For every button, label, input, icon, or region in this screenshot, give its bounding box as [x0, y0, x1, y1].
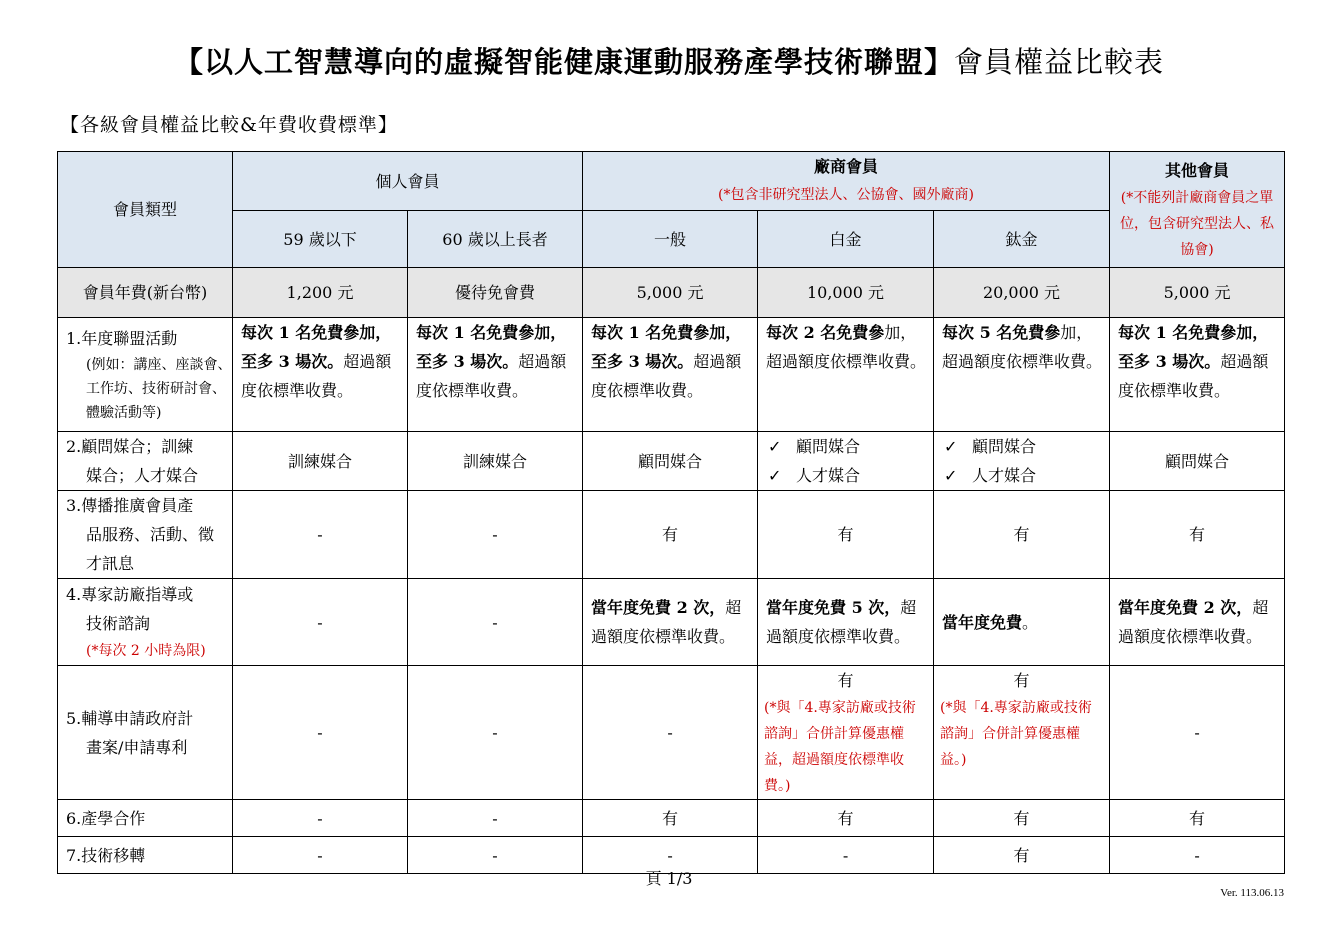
- row4-general-bold: 當年度免費 2 次，: [591, 598, 726, 617]
- fee-general: 5,000 元: [583, 268, 758, 318]
- page-title: [0, 40, 1338, 81]
- row1-under59-rest: 超過額度依標準收費。: [241, 352, 392, 400]
- row4-general-rest: 超過額度依標準收費。: [591, 598, 742, 646]
- row2-titanium-talent: 人才媒合: [972, 466, 1037, 485]
- row6-titanium: 有: [934, 800, 1110, 837]
- row-annual-activities: [58, 318, 1285, 432]
- header-general: 一般: [583, 211, 758, 268]
- row5-label-a: 5.輔導申請政府計: [66, 708, 194, 728]
- row7-under59: -: [233, 837, 408, 874]
- row5-titanium-value: 有: [1013, 671, 1030, 690]
- row-expert-visit: [58, 579, 1285, 666]
- row2-platinum-item-2: [758, 461, 933, 490]
- check-icon: ✓: [944, 466, 958, 485]
- check-icon: ✓: [944, 437, 958, 456]
- row2-platinum: [758, 432, 934, 491]
- title-rest: 會員權益比較表: [954, 45, 1165, 79]
- row7-label: 7.技術移轉: [58, 837, 233, 874]
- row1-general: [583, 318, 758, 432]
- row1-titanium: [934, 318, 1110, 432]
- row-matching: [58, 432, 1285, 491]
- row4-other: [1110, 579, 1285, 666]
- row5-titanium-note: (*與「4.專家訪廠或技術諮詢」合併計算優惠權益。): [940, 700, 1092, 768]
- fee-under59: 1,200 元: [233, 268, 408, 318]
- version-label: Ver. 113.06.13: [1220, 887, 1284, 899]
- row6-other: 有: [1110, 800, 1285, 837]
- row4-under59: -: [233, 579, 408, 666]
- header-under59: 59 歲以下: [233, 211, 408, 268]
- header-member-type: 會員類型: [58, 152, 233, 268]
- row4-platinum-rest: 超過額度依標準收費。: [766, 598, 917, 646]
- row1-under59: [233, 318, 408, 432]
- row1-platinum-bold: 每次 2 名免費參: [766, 323, 885, 342]
- row1-other-rest: 超過額度依標準收費。: [1118, 352, 1269, 400]
- fee-other: 5,000 元: [1110, 268, 1285, 318]
- row5-other: -: [1110, 666, 1285, 800]
- row1-label-text: 1.年度聯盟活動: [66, 329, 178, 348]
- header-vendor-note: (*包含非研究型法人、公協會、國外廠商): [718, 187, 974, 203]
- fee-platinum: 10,000 元: [758, 268, 934, 318]
- row2-over60: 訓練媒合: [408, 432, 583, 491]
- row4-label-b: 技術諮詢: [86, 614, 151, 633]
- row5-platinum: [758, 666, 934, 800]
- title-bold: 【以人工智慧導向的虛擬智能健康運動服務產學技術聯盟】: [173, 45, 954, 79]
- row3-label: [58, 491, 233, 579]
- check-icon: ✓: [768, 466, 782, 485]
- row5-under59: -: [233, 666, 408, 800]
- check-icon: ✓: [768, 437, 782, 456]
- row2-platinum-consult: 顧問媒合: [796, 437, 861, 456]
- row4-other-bold: 當年度免費 2 次，: [1118, 598, 1253, 617]
- row4-label-a: 4.專家訪廠指導或: [66, 585, 194, 604]
- row1-general-rest: 超過額度依標準收費。: [591, 352, 742, 400]
- row4-other-rest: 超過額度依標準收費。: [1118, 598, 1269, 646]
- row3-label-c: 才訊息: [86, 554, 135, 573]
- row6-general: 有: [583, 800, 758, 837]
- fee-titanium: 20,000 元: [934, 268, 1110, 318]
- row5-label: [58, 666, 233, 800]
- row5-label-b: 畫案/申請專利: [86, 737, 188, 757]
- row3-platinum: 有: [758, 491, 934, 579]
- row7-general: -: [583, 837, 758, 874]
- row4-label: [58, 579, 233, 666]
- row1-general-bold: 每次 1 名免費參加，至多 3 場次。: [591, 323, 742, 371]
- row1-platinum-rest: 加，超過額度依標準收費。: [766, 323, 927, 371]
- header-titanium: 鈦金: [934, 211, 1110, 268]
- header-other-label: 其他會員: [1165, 161, 1230, 180]
- row-promotion: [58, 491, 1285, 579]
- header-row-2: [58, 211, 1285, 268]
- row6-under59: -: [233, 800, 408, 837]
- header-personal: 個人會員: [233, 152, 583, 211]
- row1-label-note: (例如：講座、座談會、工作坊、技術研討會、體驗活動等): [86, 357, 232, 421]
- row-industry-cooperation: [58, 800, 1285, 837]
- header-vendor: [583, 152, 1110, 211]
- row2-under59: 訓練媒合: [233, 432, 408, 491]
- row2-titanium: [934, 432, 1110, 491]
- page-number: 頁 1/3: [645, 869, 693, 888]
- fee-label: 會員年費(新台幣): [58, 268, 233, 318]
- row2-platinum-item-1: [758, 432, 933, 461]
- row7-platinum: -: [758, 837, 934, 874]
- row2-label-a: 2.顧問媒合；訓練: [66, 437, 194, 456]
- row2-platinum-talent: 人才媒合: [796, 466, 861, 485]
- row2-label: [58, 432, 233, 491]
- row1-over60-rest: 超過額度依標準收費。: [416, 352, 567, 400]
- row1-label: [58, 318, 233, 432]
- fee-over60: 優待免會費: [408, 268, 583, 318]
- row4-titanium: [934, 579, 1110, 666]
- row1-titanium-rest: 加，超過額度依標準收費。: [942, 323, 1103, 371]
- row1-titanium-bold: 每次 5 名免費參: [942, 323, 1061, 342]
- row1-over60-bold: 每次 1 名免費參加，至多 3 場次。: [416, 323, 567, 371]
- row-government-application: [58, 666, 1285, 800]
- header-row-1: [58, 152, 1285, 211]
- section-subtitle: 【各級會員權益比較&年費收費標準】: [60, 114, 398, 136]
- row1-other: [1110, 318, 1285, 432]
- row3-general: 有: [583, 491, 758, 579]
- row3-label-a: 3.傳播推廣會員產: [66, 496, 194, 515]
- row4-platinum: [758, 579, 934, 666]
- row4-titanium-bold: 當年度免費: [942, 612, 1023, 632]
- row6-over60: -: [408, 800, 583, 837]
- row2-titanium-item-2: [934, 461, 1109, 490]
- row4-platinum-bold: 當年度免費 5 次，: [766, 598, 901, 617]
- row3-over60: -: [408, 491, 583, 579]
- row2-general: 顧問媒合: [583, 432, 758, 491]
- row1-under59-bold: 每次 1 名免費參加，至多 3 場次。: [241, 323, 392, 371]
- row2-other: 顧問媒合: [1110, 432, 1285, 491]
- row7-over60: -: [408, 837, 583, 874]
- row1-other-bold: 每次 1 名免費參加，至多 3 場次。: [1118, 323, 1269, 371]
- row1-platinum: [758, 318, 934, 432]
- row2-titanium-consult: 顧問媒合: [972, 437, 1037, 456]
- row3-label-b: 品服務、活動、徵: [86, 525, 215, 544]
- row2-titanium-item-1: [934, 432, 1109, 461]
- header-over60: 60 歲以上長者: [408, 211, 583, 268]
- row5-platinum-value: 有: [837, 671, 854, 690]
- row4-over60: -: [408, 579, 583, 666]
- header-platinum: 白金: [758, 211, 934, 268]
- row5-over60: -: [408, 666, 583, 800]
- row7-other: -: [1110, 837, 1285, 874]
- header-other-note: (*不能列計廠商會員之單位，包含研究型法人、私協會): [1120, 190, 1275, 258]
- benefits-comparison-table: [57, 151, 1285, 874]
- row4-titanium-rest: 。: [1022, 612, 1039, 632]
- row3-titanium: 有: [934, 491, 1110, 579]
- row3-under59: -: [233, 491, 408, 579]
- row3-other: 有: [1110, 491, 1285, 579]
- fee-row: [58, 268, 1285, 318]
- row6-platinum: 有: [758, 800, 934, 837]
- row2-label-b: 媒合；人才媒合: [86, 466, 199, 485]
- row4-general: [583, 579, 758, 666]
- row5-general: -: [583, 666, 758, 800]
- row5-titanium: [934, 666, 1110, 800]
- row5-platinum-note: (*與「4.專家訪廠或技術諮詢」合併計算優惠權益，超過額度依標準收費。): [764, 700, 916, 794]
- row1-over60: [408, 318, 583, 432]
- header-vendor-label: 廠商會員: [814, 157, 879, 176]
- row6-label: 6.產學合作: [58, 800, 233, 837]
- header-other: [1110, 152, 1285, 268]
- row7-titanium: 有: [934, 837, 1110, 874]
- row4-label-note: (*每次 2 小時為限): [86, 643, 206, 659]
